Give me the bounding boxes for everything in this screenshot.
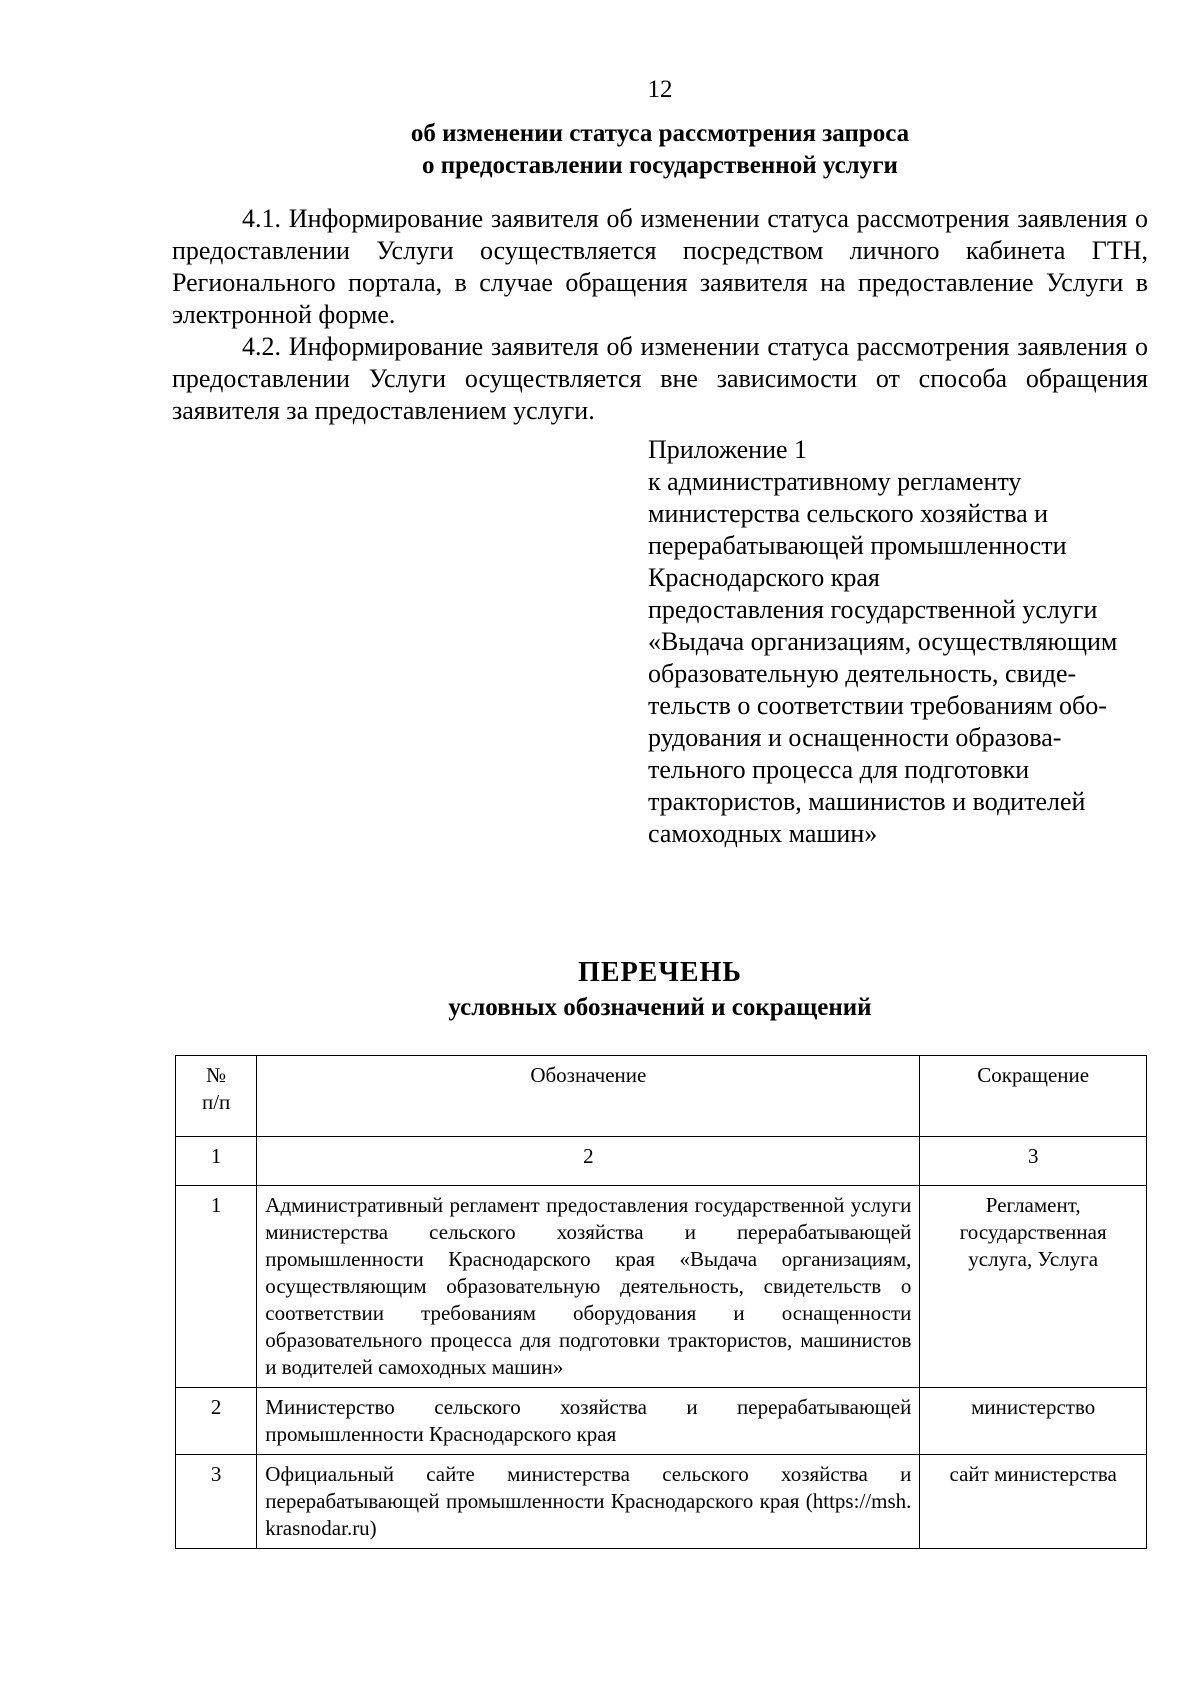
appendix-line: к административному регламенту (648, 467, 1022, 496)
appendix-line: самоходных машин» (648, 819, 878, 848)
row-abbreviation-cell: Регламент, государственная услуга, Услуга (920, 1186, 1147, 1388)
list-title-main: ПЕРЕЧЕНЬ (578, 957, 742, 988)
appendix-line: «Выдача организациям, осуществляющим (648, 627, 1118, 656)
appendix-line: министерства сельского хозяйства и (648, 499, 1049, 528)
appendix-line: перерабатывающей промышленности (648, 531, 1067, 560)
page-number: 12 (647, 76, 673, 103)
appendix-line: трактористов, машинистов и водителей (648, 787, 1086, 816)
table-header-row (176, 1056, 1147, 1137)
header-designation-cell: Обозначение (257, 1056, 920, 1137)
header-number-cell (176, 1056, 257, 1137)
table-row (176, 1186, 1147, 1388)
row-number-cell: 3 (176, 1455, 257, 1549)
list-title-subtitle: условных обозначений и сокращений (448, 994, 872, 1021)
row-designation-cell: Официальный сайте министерства сельского хозяйства и перерабатывающей промышленности Краснодарского края (https://msh. krasnodar.ru) (257, 1455, 920, 1549)
row-number-cell: 2 (176, 1388, 257, 1455)
appendix-line: Краснодарского края (648, 563, 880, 592)
paragraph-4-1: 4.1. Информирование заявителя об изменении статуса рассмотрения заявления о предоставлении Услуги осуществляется посредством личного кабинета ГТН, Регионального портала, в случае обращения заявителя на предоставление Услуги в электронной форме. (172, 204, 1148, 329)
row-designation-cell: Министерство сельского хозяйства и перерабатывающей промышленности Краснодарского края (257, 1388, 920, 1455)
row-abbreviation-cell: сайт министерства (920, 1455, 1147, 1549)
index-cell: 1 (176, 1137, 257, 1186)
paragraph-4-2: 4.2. Информирование заявителя об изменении статуса рассмотрения заявления о предоставлении Услуги осуществляется вне зависимости от способа обращения заявителя за предоставлением услуги. (172, 332, 1148, 425)
body-text (172, 203, 1148, 427)
header-number-sign: № (206, 1063, 227, 1087)
section-heading-line-1: об изменении статуса рассмотрения запроса (410, 120, 910, 147)
appendix-line: рудования и оснащенности образова- (648, 723, 1062, 752)
table-row (176, 1455, 1147, 1549)
header-number-pp: п/п (201, 1090, 231, 1114)
row-number-cell: 1 (176, 1186, 257, 1388)
section-heading-line-2: о предоставлении государственной услуги (422, 152, 898, 179)
header-abbreviation-cell: Сокращение (920, 1056, 1147, 1137)
row-abbreviation-cell: министерство (920, 1388, 1147, 1455)
index-cell: 3 (920, 1137, 1147, 1186)
appendix-line: образовательную деятельность, свиде- (648, 659, 1077, 688)
appendix-line: тельств о соответствии требованиям обо- (648, 691, 1107, 720)
index-cell: 2 (257, 1137, 920, 1186)
table-index-row (176, 1137, 1147, 1186)
list-title (0, 955, 1200, 1025)
section-heading (0, 118, 1200, 182)
abbreviations-table (175, 1055, 1147, 1549)
appendix-line: Приложение 1 (648, 435, 808, 464)
appendix-note (648, 434, 1168, 850)
appendix-line: тельного процесса для подготовки (648, 755, 1030, 784)
table-row (176, 1388, 1147, 1455)
appendix-line: предоставления государственной услуги (648, 595, 1098, 624)
row-designation-cell: Административный регламент предоставления государственной услуги министерства сельского хозяйства и перерабатывающей промышленности Краснодарского края «Выдача организациям, осуществляющим образовательную деятельность, свидетельств о соответствии требованиям оборудования и оснащенности образовательного процесса для подготовки трактористов, машинистов и водителей самоходных машин» (257, 1186, 920, 1388)
